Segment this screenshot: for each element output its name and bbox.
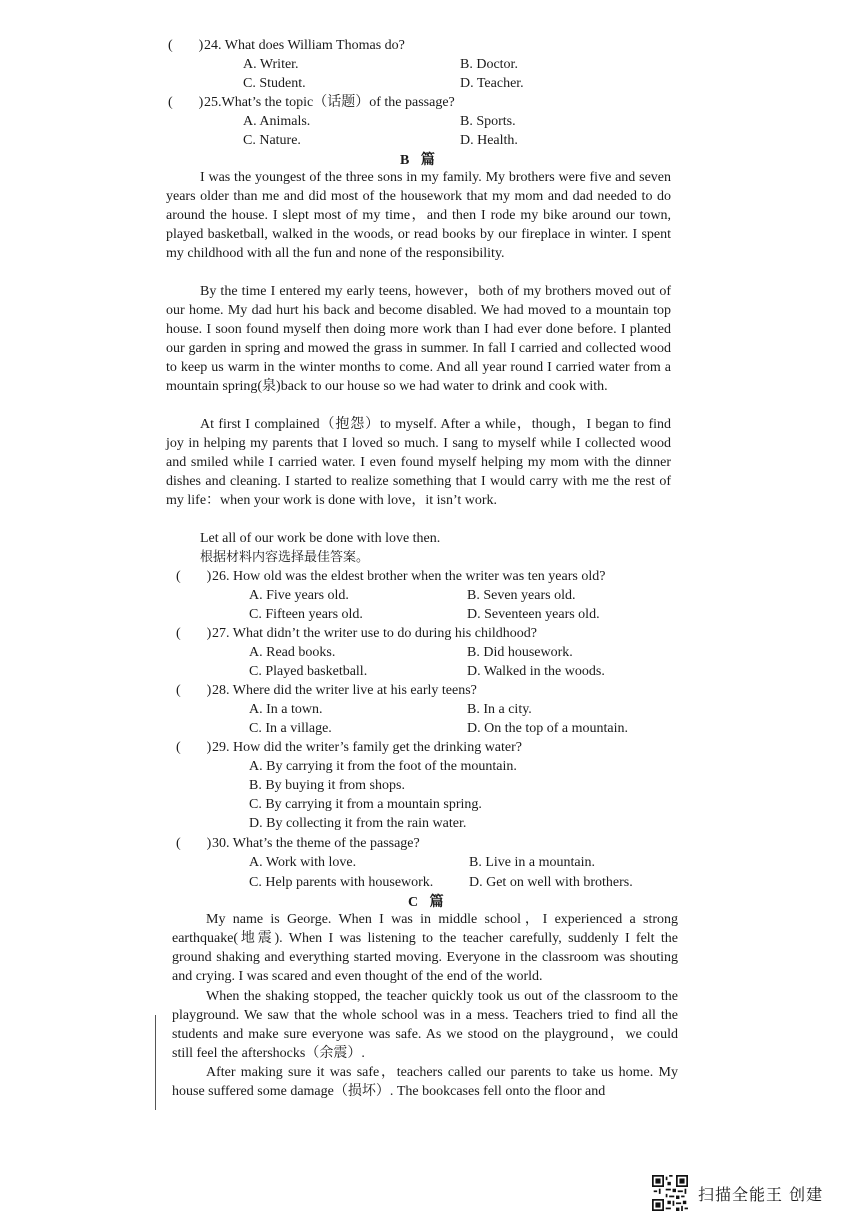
option-a: A. Writer.: [243, 57, 299, 72]
option-d: D. Walked in the woods.: [467, 664, 605, 679]
passage-c-paragraph-1: My name is George. When I was in middle school，I experienced a strong earthquake(地震). When I was listening to the teacher carefully, suddenly I felt the ground shaking and everything started moving. Everyone in the classroom was shouting and crying. I was scared and even thought of the end of the world.: [172, 912, 678, 985]
option-a: A. Animals.: [243, 114, 311, 129]
answer-blank[interactable]: [176, 738, 212, 757]
question-25: [168, 93, 455, 112]
option-d: D. On the top of a mountain.: [467, 721, 628, 736]
instruction: 根据材料内容选择最佳答案。: [200, 550, 370, 565]
question-text: 25.What’s the topic（话题）of the passage?: [204, 95, 455, 110]
option-c: C. By carrying it from a mountain spring.: [249, 797, 482, 812]
option-b: B. Live in a mountain.: [469, 855, 595, 870]
question-text: 26. How old was the eldest brother when the writer was ten years old?: [212, 569, 606, 584]
margin-line: [155, 1015, 156, 1110]
section-c-heading: C 篇: [408, 895, 448, 910]
question-29: [176, 738, 522, 757]
question-text: 24. What does William Thomas do?: [204, 38, 405, 53]
passage-b-paragraph-1: I was the youngest of the three sons in my family. My brothers were five and seven years older than me and did most of the housework that my mom and dad needed to do around the house. I slept most of my time，and then I rode my bike around our town, played basketball, walked in the woods, or read books by our fireplace in winter. I spent my childhood with all the fun and none of the responsibility.: [166, 170, 671, 262]
passage-c-paragraph-2: When the shaking stopped, the teacher quickly took us out of the classroom to the playground. We saw that the whole school was in a mess. Teachers tried to find all the students and make sure everyone was safe. As we stood on the playground，we could still feel the aftershocks（余震）.: [172, 989, 678, 1062]
option-d: D. Seventeen years old.: [467, 607, 600, 622]
question-text: 29. How did the writer’s family get the drinking water?: [212, 740, 522, 755]
option-d: D. Health.: [460, 133, 518, 148]
qr-code-icon: [652, 1175, 688, 1211]
option-c: C. Nature.: [243, 133, 301, 148]
option-c: C. Fifteen years old.: [249, 607, 363, 622]
option-c: C. Help parents with housework.: [249, 875, 434, 890]
option-d: D. Get on well with brothers.: [469, 875, 633, 890]
question-26: [176, 567, 605, 586]
question-text: 27. What didn’t the writer use to do during his childhood?: [212, 626, 537, 641]
question-text: 28. Where did the writer live at his early teens?: [212, 683, 477, 698]
answer-blank[interactable]: [168, 93, 204, 112]
option-b: B. Doctor.: [460, 57, 518, 72]
question-28: [176, 681, 477, 700]
option-c: C. Played basketball.: [249, 664, 368, 679]
option-d: D. Teacher.: [460, 76, 524, 91]
passage-b-paragraph-2: By the time I entered my early teens, however，both of my brothers moved out of our home. My dad hurt his back and become disabled. We had moved to a mountain top house. I soon found myself then doing more work than I had ever done before. I planted our garden in spring and mowed the grass in summer. In fall I carried and collected wood to keep us warm in the winter months to come. And all year round I carried water from a mountain spring(泉)back to our house so we had water to drink and cook with.: [166, 284, 671, 395]
passage-c-paragraph-3: After making sure it was safe，teachers called our parents to take us home. My house suffered some damage（损坏）. The bookcases fell onto the floor and: [172, 1065, 678, 1100]
question-30: [176, 834, 420, 853]
question-27: [176, 624, 537, 643]
option-c: C. Student.: [243, 76, 306, 91]
option-b: B. Did housework.: [467, 645, 573, 660]
option-a: A. Five years old.: [249, 588, 349, 603]
option-a: A. By carrying it from the foot of the mountain.: [249, 759, 517, 774]
option-b: B. By buying it from shops.: [249, 778, 405, 793]
scanner-watermark: [652, 1175, 823, 1211]
watermark-text: 扫描全能王 创建: [698, 1184, 824, 1204]
question-24: [168, 36, 405, 55]
answer-blank[interactable]: [168, 36, 204, 55]
answer-blank[interactable]: [176, 834, 212, 853]
passage-b-paragraph-4: Let all of our work be done with love then.: [200, 531, 441, 546]
option-a: A. Read books.: [249, 645, 336, 660]
answer-blank[interactable]: [176, 567, 212, 586]
option-b: B. In a city.: [467, 702, 532, 717]
option-b: B. Seven years old.: [467, 588, 576, 603]
option-a: A. In a town.: [249, 702, 323, 717]
option-b: B. Sports.: [460, 114, 516, 129]
question-text: 30. What’s the theme of the passage?: [212, 836, 420, 851]
option-a: A. Work with love.: [249, 855, 357, 870]
option-c: C. In a village.: [249, 721, 332, 736]
answer-blank[interactable]: [176, 624, 212, 643]
option-d: D. By collecting it from the rain water.: [249, 816, 467, 831]
passage-b-paragraph-3: At first I complained（抱怨）to myself. After a while，though，I began to find joy in helping my parents that I loved so much. I sang to myself while I collected wood and smiled while I carried water. I even found myself helping my mom with the dinner dishes and cleaning. I started to realize something that I would carry with me the rest of my life：when your work is done with love，it isn’t work.: [166, 417, 671, 509]
answer-blank[interactable]: [176, 681, 212, 700]
section-b-heading: B 篇: [400, 153, 439, 168]
